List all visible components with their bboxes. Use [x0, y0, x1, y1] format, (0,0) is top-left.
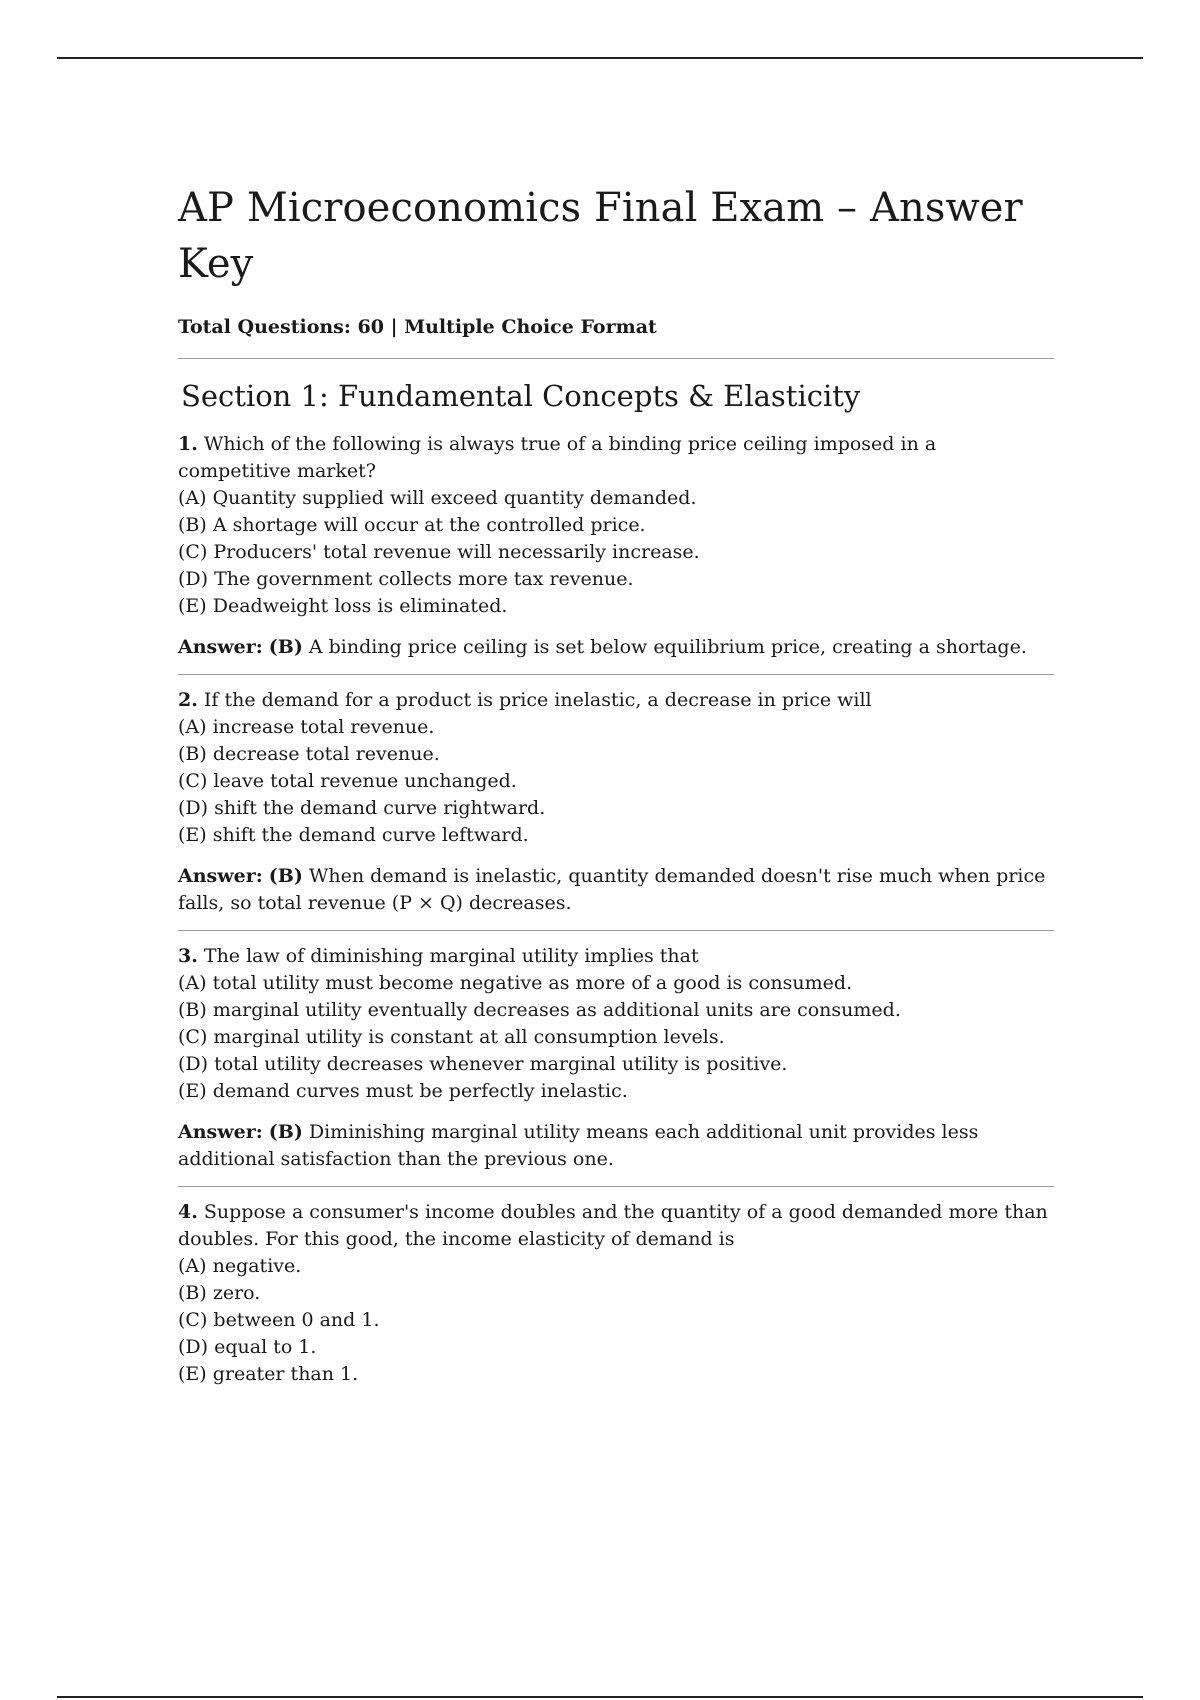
answer-explanation: Diminishing marginal utility means each additional unit provides less additional satisfaction than the previous one. [178, 1121, 979, 1170]
answer-letter: (B) [268, 636, 303, 658]
option-d: (D) total utility decreases whenever marginal utility is positive. [178, 1053, 788, 1075]
question-2 [178, 687, 1054, 917]
question-text: The law of diminishing marginal utility implies that [203, 945, 699, 967]
option-c: (C) Producers' total revenue will necessarily increase. [178, 541, 700, 563]
question-1 [178, 431, 1054, 661]
option-e: (E) demand curves must be perfectly inelastic. [178, 1080, 628, 1102]
option-d: (D) shift the demand curve rightward. [178, 797, 546, 819]
section-title: Section 1: Fundamental Concepts & Elasticity [181, 379, 861, 413]
document-subtitle: Total Questions: 60 | Multiple Choice Format [178, 316, 657, 338]
option-c: (C) between 0 and 1. [178, 1309, 380, 1331]
option-e: (E) shift the demand curve leftward. [178, 824, 529, 846]
question-3 [178, 943, 1054, 1173]
option-e: (E) greater than 1. [178, 1363, 359, 1385]
option-b: (B) marginal utility eventually decreases as additional units are consumed. [178, 999, 901, 1021]
question-text: Which of the following is always true of a binding price ceiling imposed in a competitive market? [178, 433, 937, 482]
question-divider [178, 930, 1054, 931]
answer-explanation: A binding price ceiling is set below equilibrium price, creating a shortage. [308, 636, 1027, 658]
option-b: (B) decrease total revenue. [178, 743, 440, 765]
question-stem [178, 687, 1054, 714]
option-b: (B) zero. [178, 1282, 261, 1304]
answer-letter: (B) [268, 865, 303, 887]
question-divider [178, 1186, 1054, 1187]
question-number: 4. [178, 1201, 198, 1223]
question-text: If the demand for a product is price inelastic, a decrease in price will [203, 689, 872, 711]
question-number: 1. [178, 433, 198, 455]
option-d: (D) The government collects more tax revenue. [178, 568, 634, 590]
question-stem [178, 943, 1054, 970]
answer-letter: (B) [268, 1121, 303, 1143]
question-stem [178, 431, 1054, 485]
option-a: (A) total utility must become negative as more of a good is consumed. [178, 972, 853, 994]
answer-label: Answer: [178, 865, 263, 887]
question-number: 2. [178, 689, 198, 711]
page-top-rule [57, 57, 1143, 59]
answer-explanation: When demand is inelastic, quantity demanded doesn't rise much when price falls, so total revenue (P × Q) decreases. [178, 865, 1046, 914]
document-body [178, 180, 1054, 1388]
question-divider [178, 674, 1054, 675]
option-c: (C) leave total revenue unchanged. [178, 770, 517, 792]
question-4 [178, 1199, 1054, 1388]
option-b: (B) A shortage will occur at the controlled price. [178, 514, 646, 536]
answer-label: Answer: [178, 1121, 263, 1143]
subtitle-divider [178, 358, 1054, 359]
question-text: Suppose a consumer's income doubles and the quantity of a good demanded more than doubles. For this good, the income elasticity of demand is [178, 1201, 1048, 1250]
option-e: (E) Deadweight loss is eliminated. [178, 595, 508, 617]
option-c: (C) marginal utility is constant at all consumption levels. [178, 1026, 725, 1048]
page-bottom-rule [57, 1696, 1143, 1698]
option-d: (D) equal to 1. [178, 1336, 317, 1358]
option-a: (A) Quantity supplied will exceed quantity demanded. [178, 487, 697, 509]
option-a: (A) increase total revenue. [178, 716, 435, 738]
answer-line [178, 1119, 1054, 1173]
answer-label: Answer: [178, 636, 263, 658]
answer-line [178, 634, 1054, 661]
answer-line [178, 863, 1054, 917]
document-title: AP Microeconomics Final Exam – Answer Key [178, 185, 1023, 287]
option-a: (A) negative. [178, 1255, 302, 1277]
question-stem [178, 1199, 1054, 1253]
question-number: 3. [178, 945, 198, 967]
